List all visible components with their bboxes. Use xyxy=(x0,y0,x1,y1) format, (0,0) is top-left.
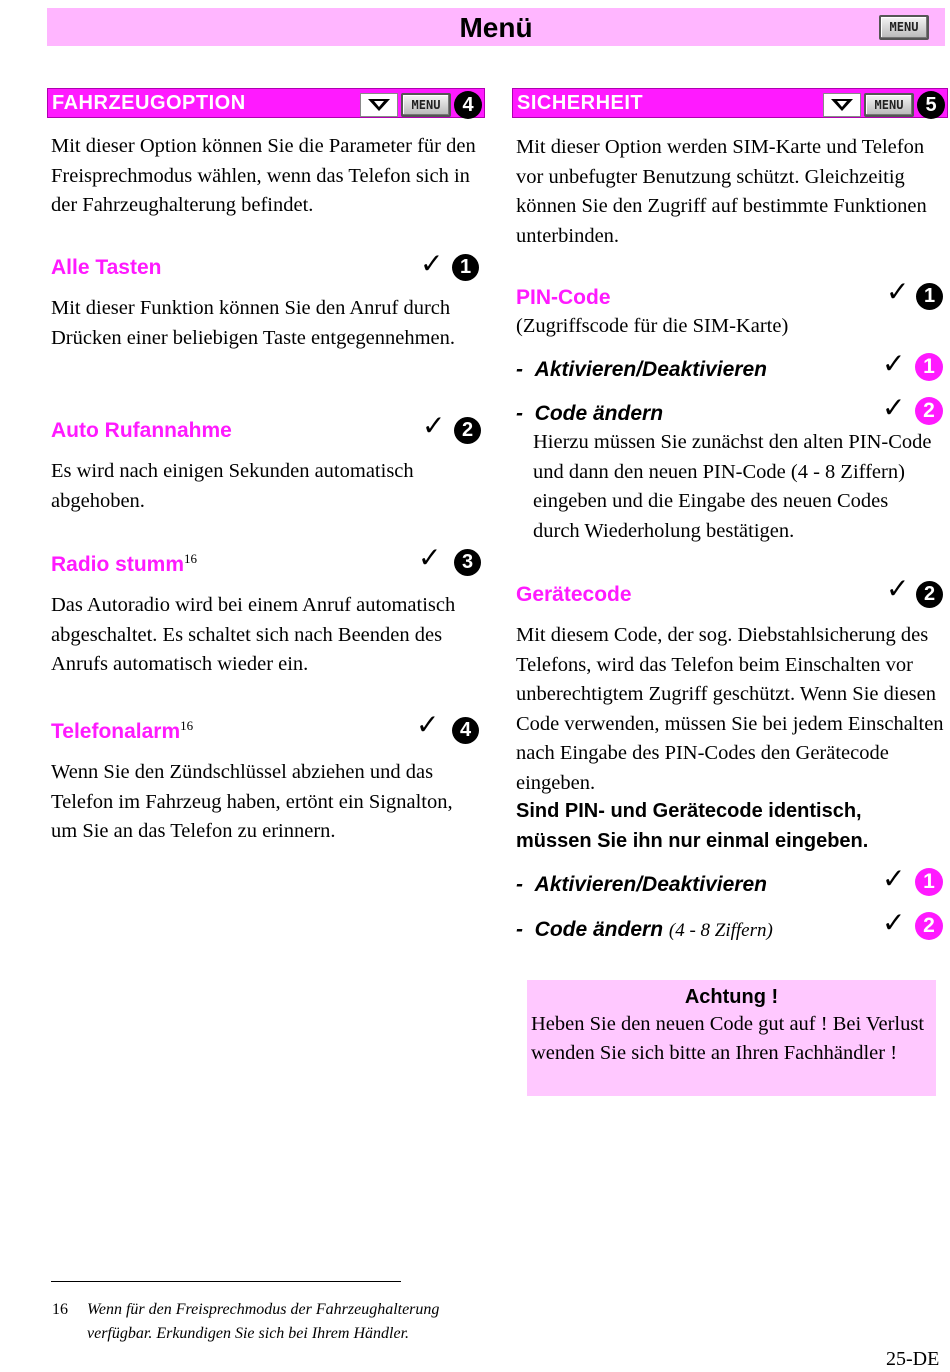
warning-title: Achtung ! xyxy=(684,986,779,1008)
checkmark-icon: ✓ xyxy=(882,347,906,380)
checkmark-icon: ✓ xyxy=(886,275,910,308)
section-header-sicherheit xyxy=(512,88,948,118)
feature-description: Es wird nach einigen Sekunden automatisch abgehoben. xyxy=(51,460,414,512)
title-bar xyxy=(47,8,945,46)
checkmark-icon: ✓ xyxy=(882,862,906,895)
number-1-icon: 1 xyxy=(916,283,943,310)
checkmark-icon: ✓ xyxy=(418,541,442,574)
feature-title: Telefonalarm$^{16}$ xyxy=(51,718,194,743)
feature-title: PIN-Code xyxy=(516,286,611,309)
menu-key-icon: MENU xyxy=(864,93,914,117)
number-2-icon: 2 xyxy=(915,912,943,940)
footnote-text: Wenn für den Freisprechmodus der Fahrzeughalterung verfügbar. Erkundigen Sie sich bei Ihrem Händler. xyxy=(87,1301,440,1342)
page-title: Menü xyxy=(459,12,533,43)
feature-description: Mit diesem Code, der sog. Diebstahlsicherung des Telefons, wird das Telefon beim Einschalten vor unberechtigtem Zugriff geschützt. Wenn Sie diesen Code verwenden, müssen Sie bei jedem Einschalten nach Eingabe des PIN-Codes den Gerätecode eingeben. xyxy=(516,624,944,794)
section-title: SICHERHEIT xyxy=(517,92,644,114)
bold-note: Sind PIN- und Gerätecode identisch, müssen Sie ihn nur einmal eingeben. xyxy=(516,800,869,852)
footnote-number: 16 xyxy=(52,1301,68,1318)
feature-title: Radio stumm$^{16}$ xyxy=(51,551,198,576)
menu-key-icon: MENU xyxy=(401,93,451,117)
number-4-icon: 4 xyxy=(452,717,479,744)
feature-title: Gerätecode xyxy=(516,583,632,606)
checkmark-icon: ✓ xyxy=(416,708,440,741)
menu-key-icon: MENU xyxy=(879,15,929,40)
feature-title: Alle Tasten xyxy=(51,256,162,279)
number-1-icon: 1 xyxy=(452,254,479,281)
checkmark-icon: ✓ xyxy=(422,409,446,442)
checkmark-icon: ✓ xyxy=(886,572,910,605)
number-2-icon: 2 xyxy=(915,397,943,425)
section-nav-icons xyxy=(360,91,482,119)
intro-text: Mit dieser Option werden SIM-Karte und Telefon vor unbefugter Benutzung schützt. Gleichzeitig können Sie den Zugriff auf bestimmte Funktionen unterbinden. xyxy=(516,136,927,247)
feature-description: Mit dieser Funktion können Sie den Anruf durch Drücken einer beliebigen Taste entgegennehmen. xyxy=(51,297,456,349)
checkmark-icon: ✓ xyxy=(420,247,444,280)
number-3-icon: 3 xyxy=(454,549,481,576)
section-nav-icons xyxy=(823,91,945,119)
feature-subtitle: (Zugriffscode für die SIM-Karte) xyxy=(516,315,789,337)
feature-description: Wenn Sie den Zündschlüssel abziehen und das Telefon im Fahrzeug haben, ertönt ein Signalton, um Sie an das Telefon zu erinnern. xyxy=(51,761,453,842)
footnote-ref: 16 xyxy=(180,718,194,733)
warning-box xyxy=(527,980,936,1096)
feature-description: Das Autoradio wird bei einem Anruf automatisch abgeschaltet. Es schaltet sich nach Beenden des Anrufs automatisch wieder ein. xyxy=(51,594,456,675)
number-5-icon: 5 xyxy=(917,91,945,119)
sub-option: - Aktivieren/Deaktivieren xyxy=(516,873,767,896)
checkmark-icon: ✓ xyxy=(882,391,906,424)
number-1-icon: 1 xyxy=(915,353,943,381)
intro-text: Mit dieser Option können Sie die Parameter für den Freisprechmodus wählen, wenn das Telefon sich in der Fahrzeughalterung befindet. xyxy=(51,135,476,216)
section-header-fahrzeugoption xyxy=(47,88,485,118)
checkmark-icon: ✓ xyxy=(882,906,906,939)
sub-option: - Code ändern (4 - 8 Ziffern) xyxy=(516,918,773,941)
warning-text: Heben Sie den neuen Code gut auf ! Bei Verlust wenden Sie sich bitte an Ihren Fachhändler ! xyxy=(531,1013,925,1064)
sub-option: - Code ändern xyxy=(516,402,664,425)
footnote-divider xyxy=(51,1281,401,1282)
sub-option: - Aktivieren/Deaktivieren xyxy=(516,358,767,381)
feature-title: Auto Rufannahme xyxy=(51,419,232,442)
number-1-icon: 1 xyxy=(915,868,943,896)
sub-option-suffix: (4 - 8 Ziffern) xyxy=(668,920,773,941)
page-number: 25-DE xyxy=(886,1348,940,1370)
number-2-icon: 2 xyxy=(916,581,943,608)
section-title: FAHRZEUGOPTION xyxy=(52,92,246,114)
down-arrow-key-icon xyxy=(360,93,398,117)
number-4-icon: 4 xyxy=(454,91,482,119)
number-2-icon: 2 xyxy=(454,417,481,444)
down-arrow-key-icon xyxy=(823,93,861,117)
sub-option-description: Hierzu müssen Sie zunächst den alten PIN-Code und dann den neuen PIN-Code (4 - 8 Ziffern) eingeben und die Eingabe des neuen Codes durch Wiederholung bestätigen. xyxy=(533,431,932,542)
footnote-ref: 16 xyxy=(184,551,198,566)
